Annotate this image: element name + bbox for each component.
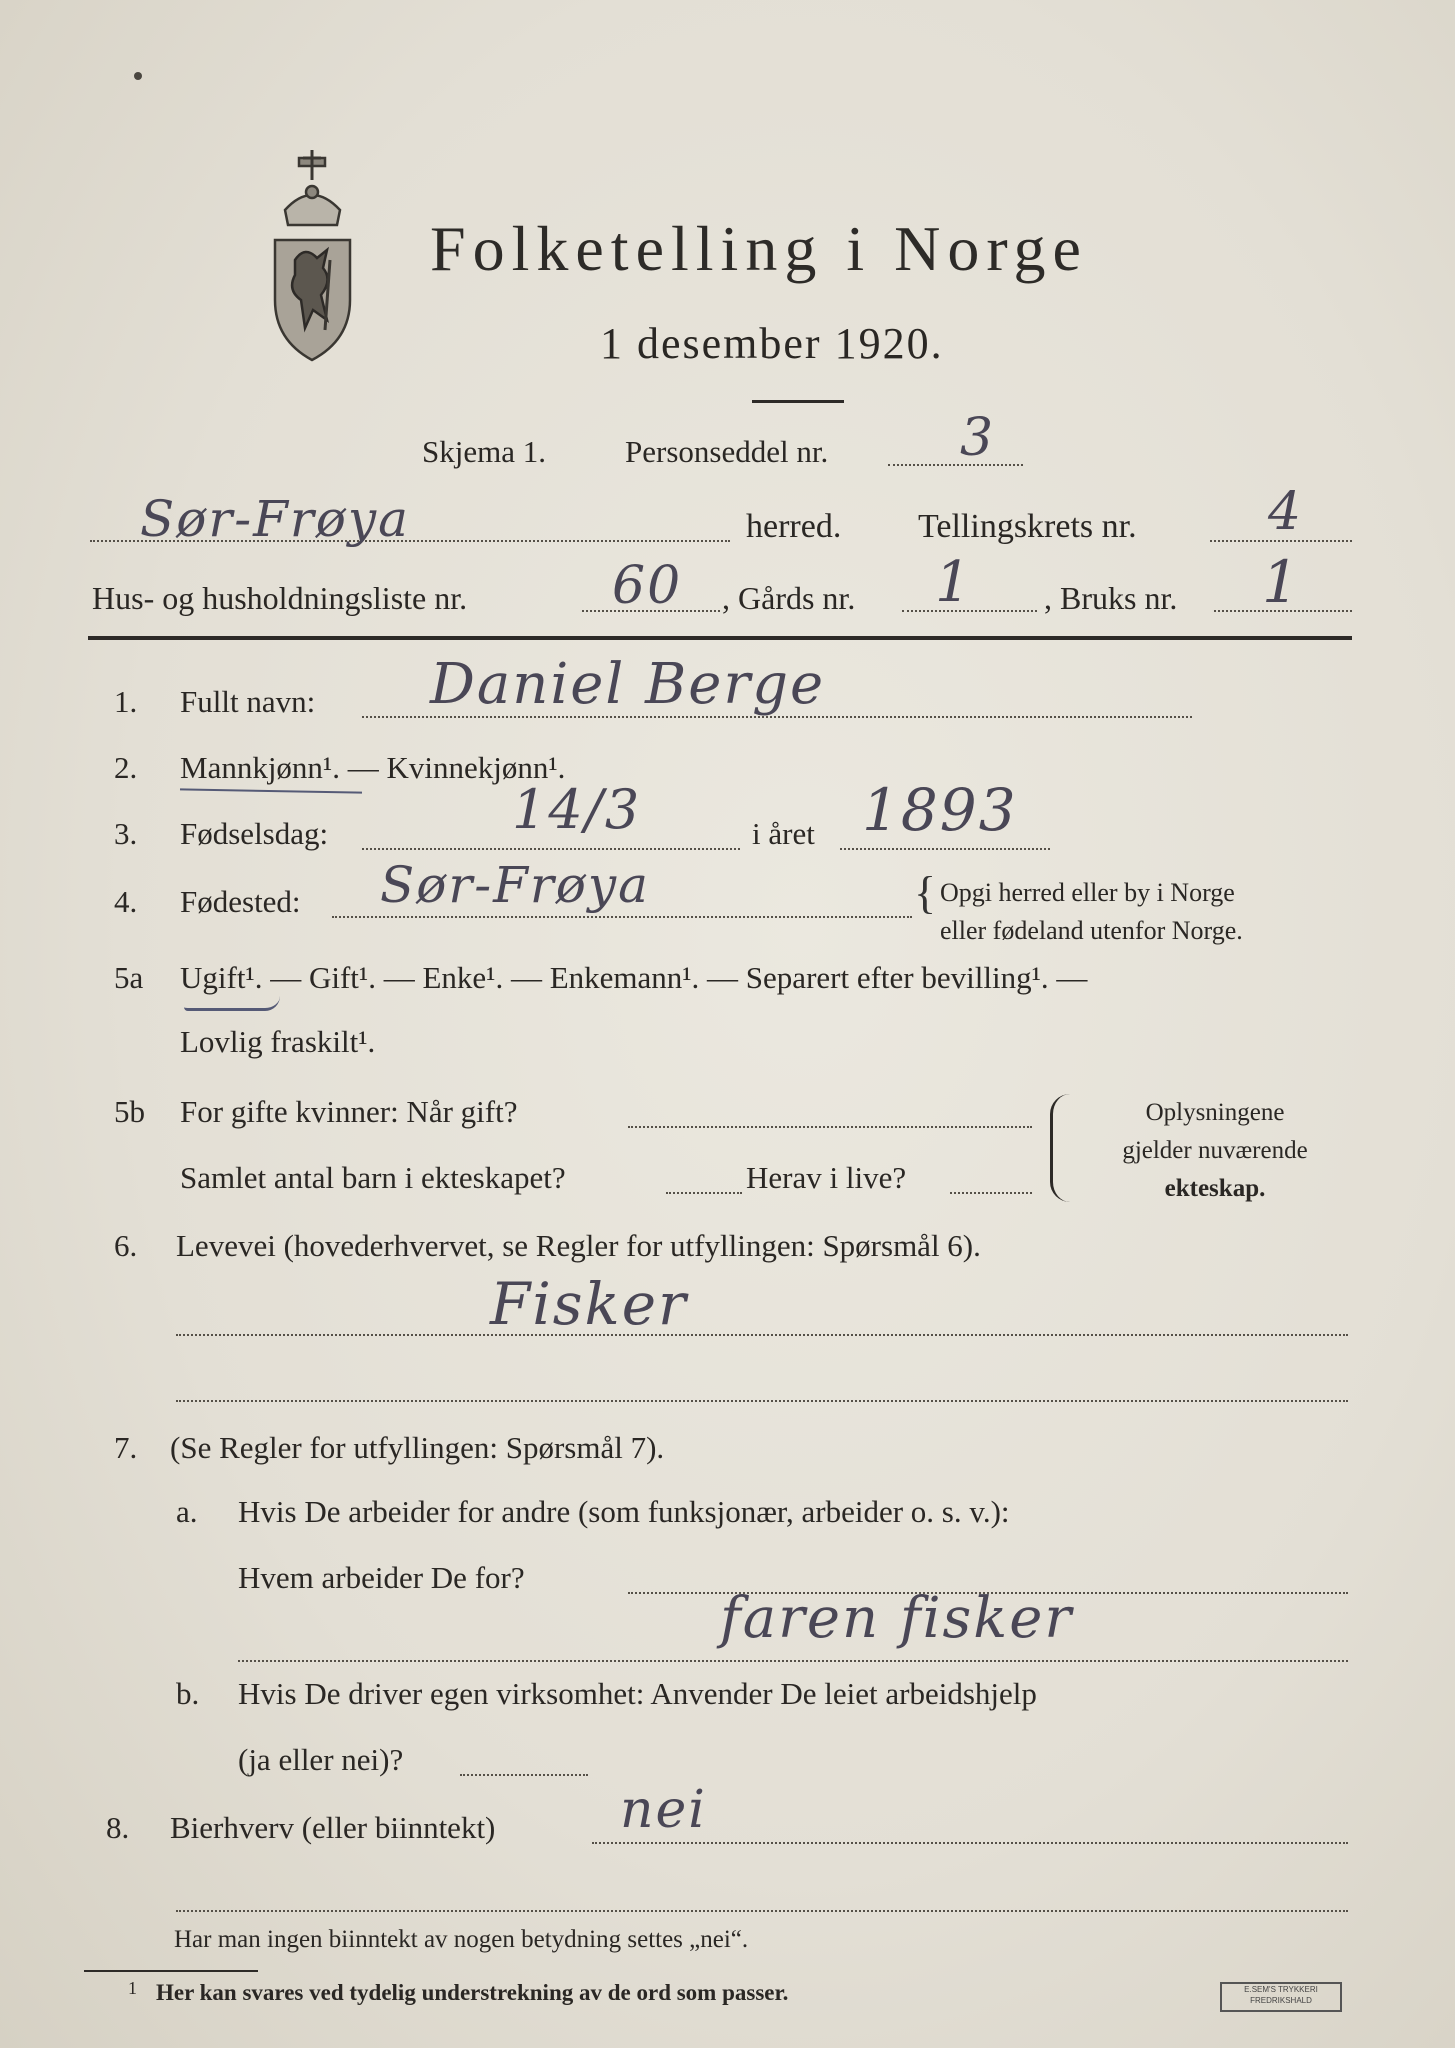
q5b-when-line xyxy=(628,1126,1032,1128)
q3-label: Fødselsdag: xyxy=(180,816,329,851)
q4-label: Fødested: xyxy=(180,884,301,919)
q2-underline-mark xyxy=(180,788,362,793)
footnote-divider xyxy=(84,1970,258,1972)
q7a-letter: a. xyxy=(176,1494,198,1529)
q5b-brace xyxy=(1050,1094,1071,1202)
q5b-label2: Samlet antal barn i ekteskapet? xyxy=(180,1160,566,1195)
q5b-note-line2: gjelder nuværende xyxy=(1122,1137,1308,1164)
q3-year-label: i året xyxy=(752,816,815,851)
q7b-letter: b. xyxy=(176,1676,200,1711)
q5a-line2: Lovlig fraskilt¹. xyxy=(180,1024,376,1059)
q5b-alive-line xyxy=(950,1192,1032,1194)
q3-year-value[interactable]: 1893 xyxy=(862,776,1018,844)
q1-value[interactable]: Daniel Berge xyxy=(430,652,826,717)
bruks-label: , Bruks nr. xyxy=(1044,580,1178,616)
personseddel-value[interactable]: 3 xyxy=(960,408,996,468)
q6-number: 6. xyxy=(114,1228,138,1263)
q7a-line2: Hvem arbeider De for? xyxy=(238,1560,525,1595)
q5b-note-line1: Oplysningene xyxy=(1145,1099,1285,1126)
tellingskrets-value[interactable]: 4 xyxy=(1268,482,1304,542)
bruks-value[interactable]: 1 xyxy=(1262,548,1301,616)
q5a-underline-mark xyxy=(184,996,280,1011)
q1-label: Fullt navn: xyxy=(180,684,316,719)
q4-brace: { xyxy=(914,867,937,918)
q5b-note-line3: ekteskap. xyxy=(1164,1175,1266,1202)
q5b-label1: For gifte kvinner: Når gift? xyxy=(180,1094,518,1129)
q3-day-line xyxy=(362,848,740,850)
q4-number: 4. xyxy=(114,884,138,919)
q6-label: Levevei (hovederhvervet, se Regler for utfyllingen: Spørsmål 6). xyxy=(176,1228,981,1263)
q6-line2 xyxy=(176,1400,1348,1402)
herred-label: herred. xyxy=(746,508,842,545)
q7b-line xyxy=(460,1774,588,1776)
header-divider xyxy=(88,636,1352,640)
footnote-number: 1 xyxy=(128,1978,137,1998)
q1-number: 1. xyxy=(114,684,138,719)
q3-number: 3. xyxy=(114,816,138,851)
printer-stamp: E.SEM'S TRYKKERI FREDRIKSHALD xyxy=(1220,1982,1342,2012)
gards-value[interactable]: 1 xyxy=(935,550,973,615)
skjema-label: Skjema 1. xyxy=(422,434,546,469)
footer-note: Har man ingen biinntekt av nogen betydning settes „nei“. xyxy=(174,1926,749,1953)
q7a-value[interactable]: faren fisker xyxy=(720,1586,1074,1651)
q8-number: 8. xyxy=(106,1810,130,1845)
q4-value[interactable]: Sør-Frøya xyxy=(380,856,650,914)
q4-line xyxy=(332,916,912,918)
tellingskrets-label: Tellingskrets nr. xyxy=(918,508,1137,545)
q8-line-extra xyxy=(176,1910,1348,1912)
title-divider xyxy=(752,400,844,403)
q5b-label3: Herav i live? xyxy=(746,1160,907,1195)
personseddel-label: Personseddel nr. xyxy=(625,434,829,469)
footnote-text: Her kan svares ved tydelig understrekning av de ord som passer. xyxy=(156,1980,789,2005)
q2-number: 2. xyxy=(114,750,138,785)
q5b-number: 5b xyxy=(114,1094,145,1129)
q5a-line1: Ugift¹. — Gift¹. — Enke¹. — Enkemann¹. — Separert efter bevilling¹. — xyxy=(180,960,1088,995)
q8-label: Bierhverv (eller biinntekt) xyxy=(170,1810,496,1845)
q3-year-line xyxy=(840,848,1050,850)
q7-label: (Se Regler for utfyllingen: Spørsmål 7). xyxy=(170,1430,665,1465)
q5a-number: 5a xyxy=(114,960,144,995)
q6-line1 xyxy=(176,1334,1348,1336)
household-label: Hus- og husholdningsliste nr. xyxy=(92,580,468,616)
q5b-children-line xyxy=(666,1192,742,1194)
q7-number: 7. xyxy=(114,1430,138,1465)
q8-value[interactable]: nei xyxy=(620,1780,707,1840)
census-date: 1 desember 1920. xyxy=(600,319,944,368)
form-title: Folketelling i Norge xyxy=(430,213,1088,284)
q7a-line-extra xyxy=(238,1660,1348,1662)
ink-speck xyxy=(134,72,142,80)
q6-value[interactable]: Fisker xyxy=(490,1270,688,1338)
household-value[interactable]: 60 xyxy=(612,556,683,616)
personseddel-line xyxy=(888,464,1023,466)
gards-label: , Gårds nr. xyxy=(722,580,856,616)
herred-value[interactable]: Sør-Frøya xyxy=(140,490,410,548)
q4-note-line2: eller fødeland utenfor Norge. xyxy=(940,916,1243,945)
q7b-line2: (ja eller nei)? xyxy=(238,1742,404,1777)
norwegian-coat-of-arms-icon xyxy=(255,150,370,365)
q2-label: Mannkjønn¹. — Kvinnekjønn¹. xyxy=(180,750,566,785)
q7b-line1: Hvis De driver egen virksomhet: Anvender De leiet arbeidshjelp xyxy=(238,1676,1037,1711)
q4-note-line1: Opgi herred eller by i Norge xyxy=(940,878,1235,907)
q3-day-value[interactable]: 14/3 xyxy=(512,778,642,841)
q7a-line1: Hvis De arbeider for andre (som funksjonær, arbeider o. s. v.): xyxy=(238,1494,1010,1529)
q8-line xyxy=(592,1842,1348,1844)
